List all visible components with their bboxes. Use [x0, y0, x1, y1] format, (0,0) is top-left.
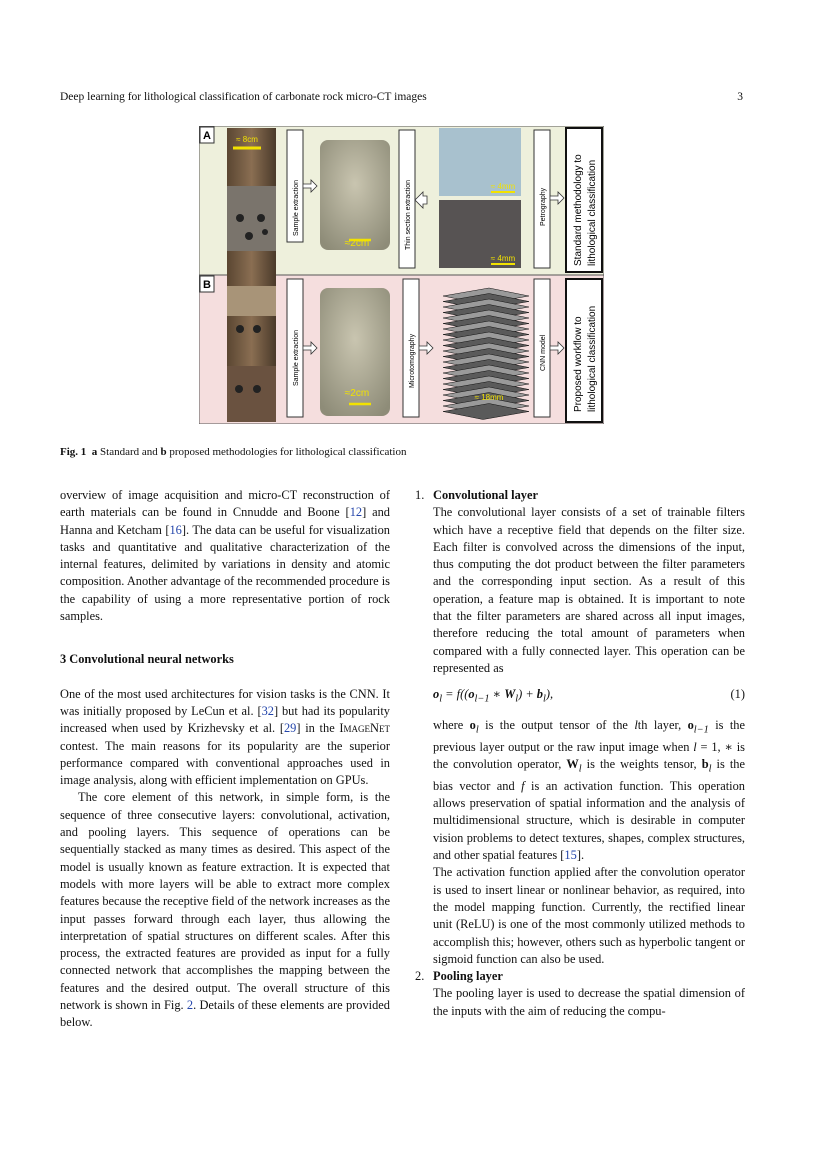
equation-1: $o_l = f((o_{l-1}$ ∗ $W_l) + b_l$), (1)	[433, 686, 745, 708]
paragraph-cnn-intro: One of the most used architectures for vision tasks is the CNN. It was initially proposed by LeCun et al. [32] but had its popularity increased when used by Krizhevsky et al. [29] in the ImageNet contest. The main reasons for its popularity are the superior performance compared with conventional approaches used in image analysis, along with efficient implementation on GPUs.	[60, 686, 390, 788]
panel-a-label: A	[203, 130, 211, 142]
svg-text:lithological classification: lithological classification	[587, 305, 598, 412]
paragraph-conv-where: where $o_l$ is the output tensor of the lth layer, $o_{l-1}$ is the previous layer output or the raw input image when l = 1, ∗ is the convolution operator, $W_l$ is the weights tensor, $b_l$ is the bias vector and f is an activation function. This operation allows preservation of spatial information and the analysis of multidimensional structure, which is desirable in computer vision problems to detect textures, shapes, complex structures, and other spatial features [15].	[433, 718, 745, 863]
right-column	[415, 487, 745, 1020]
rock-plug-a-image	[320, 140, 390, 250]
proposed-workflow-box	[566, 279, 602, 422]
item-title-pooling: Pooling layer	[433, 969, 503, 984]
svg-text:CNN model: CNN model	[540, 334, 547, 371]
svg-text:lithological classification: lithological classification	[587, 159, 598, 266]
svg-text:Microtomography: Microtomography	[409, 333, 416, 388]
left-column	[60, 487, 390, 1032]
scale-2cm-a: ≈2cm	[344, 238, 370, 249]
rock-plug-b-image	[320, 288, 390, 416]
svg-text:Sample extraction: Sample extraction	[293, 329, 300, 386]
core-sample-image	[227, 128, 276, 422]
equation-number: (1)	[730, 687, 745, 702]
paragraph-activation: The activation function applied after the convolution operator is used to insert linear or nonlinear behavior, as required, into the model mapping function. Currently, the rectified linear unit (ReLU) is one of the most commonly utilized methods to accomplish this; however, others such as hyperbolic tangent or sigmoid function can also be used.	[433, 865, 745, 966]
paragraph-pooling: The pooling layer is used to decrease the spatial dimension of the inputs with the aim of reducing the compu-	[433, 986, 745, 1018]
figure-1	[199, 126, 604, 424]
scale-2cm-b: ≈2cm	[344, 388, 370, 399]
svg-text:Standard methodology to: Standard methodology to	[573, 154, 584, 266]
core-scale-label: ≈ 8cm	[236, 135, 258, 144]
item-title-convolutional: Convolutional layer	[433, 488, 538, 502]
list-item-pooling: 2. Pooling layer The pooling layer is used to decrease the spatial dimension of the inputs with the aim of reducing the compu-	[415, 968, 745, 1020]
section-title: 3 Convolutional neural networks	[60, 652, 234, 667]
paragraph-core-element: The core element of this network, in simple form, is the sequence of three consecutive layers: convolutional, activation, and pooling layers. This sequence of operations can be sequentially stacked as many times as desired. This aspect of the model is usually known as feature extraction. It is expected that models with more layers will be able to extract more complex features because the receptive field of the network increases as the input passes forward through each layer, thus allowing the interpretation of spatial structures on different scales. After this process, the extracted features are provided as input for a fully connected network that accomplishes the mapping between the features and the desired output. The overall structure of this network is shown in Fig. 2. Details of these elements are provided below.	[60, 790, 390, 1030]
paragraph-conv-desc: The convolutional layer consists of a set of trainable filters which have a receptive field that depends on the filter size. Each filter is convolved across the dimensions of the input, thus computing the dot product between the filter parameters and the corresponding input section. As a result of this operation, a feature map is obtained. It is important to note that the filter parameters are shared across all input images, therefore reducing the total amount of parameters when compared with a fully connected layer. This operation can be represented as	[433, 505, 745, 675]
paragraph-overview: overview of image acquisition and micro-CT reconstruction of earth materials can be found in Cnnudde and Boone [12] and Hanna and Ketcham [16]. The data can be useful for visualization tasks and quantitative and qualitative characterization of the internal features, delimited by variations in density and atomic composition. Another advantage of the recommended procedure is the capability of using a more representative portion of rock samples.	[60, 488, 390, 624]
svg-text:Sample extraction: Sample extraction	[293, 179, 300, 236]
standard-methodology-box	[566, 128, 602, 272]
svg-text:Petrography: Petrography	[540, 187, 547, 226]
panel-b-label: B	[203, 279, 211, 291]
scale-4mm-bottom: ≈ 4mm	[490, 254, 516, 263]
page-number: 3	[737, 91, 743, 103]
svg-text:Thin section extraction: Thin section extraction	[405, 179, 412, 250]
figure-caption: Fig. 1 a Standard and b proposed methodologies for lithological classification	[60, 446, 407, 458]
list-item-convolutional: 1. Convolutional layer The convolutional layer consists of a set of trainable filters which have a receptive field that depends on the filter size. Each filter is convolved across the dimensions of the input, thus computing the dot product between the filter parameters and the corresponding input section. As a result of this operation, a feature map is obtained. It is important to note that the filter parameters are shared across all input images, therefore reducing the total amount of parameters when compared with a fully connected layer. This operation can be represented as $o_l = f((o_{l-1}$ ∗ $W_l) + b_l$), (1) where $o_l$ is the output tensor of the lth layer, $o_{l-1}$ is the previous layer output or the raw input image when l = 1, ∗ is the convolution operator, $W_l$ is the weights tensor, $b_l$ is the bias vector and f is an activation function. This operation allows preservation of spatial information and the analysis of multidimensional structure, which is desirable in computer vision problems to detect textures, shapes, complex structures, and other spatial features [15]. The activation function applied after the convolution operator is used to insert linear or nonlinear behavior, as required, into the model mapping function. Currently, the rectified linear unit (ReLU) is one of the most commonly utilized methods to accomplish this; however, others such as hyperbolic tangent or sigmoid function can also be used.	[415, 487, 745, 968]
running-header	[60, 91, 743, 103]
scale-4mm-top: ≈ 4mm	[490, 182, 516, 191]
scale-18mm: ≈ 18mm	[474, 393, 504, 402]
header-title: Deep learning for lithological classification of carbonate rock micro-CT images	[60, 91, 427, 103]
svg-text:Proposed workflow to: Proposed workflow to	[573, 316, 584, 412]
